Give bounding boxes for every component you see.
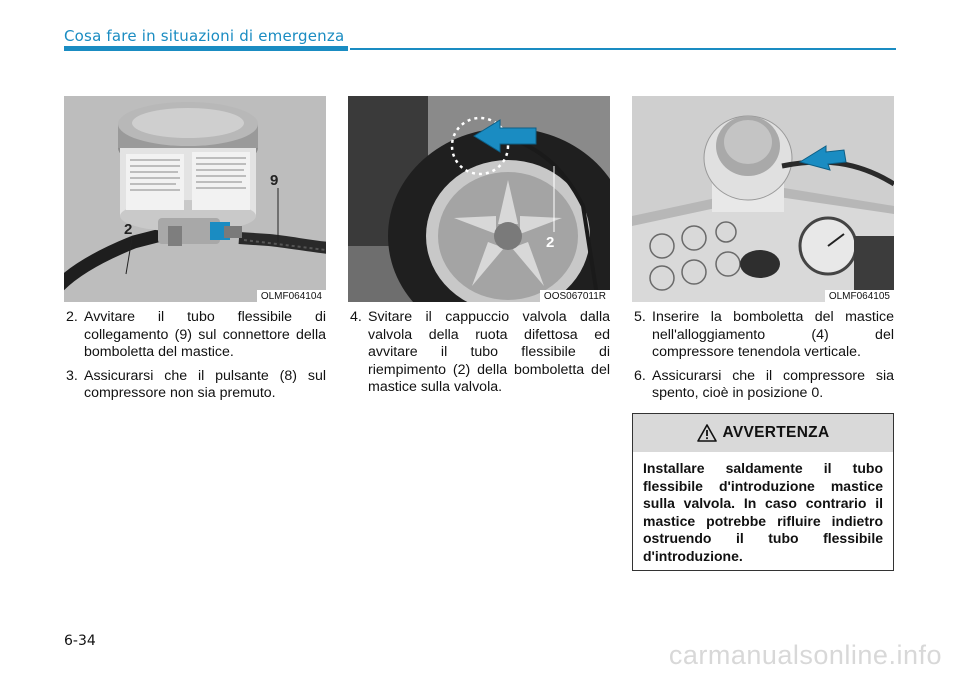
section-title: Cosa fare in situazioni di emergenza xyxy=(64,27,345,45)
steps-column-3 xyxy=(632,309,894,409)
figure-sealant-bottle xyxy=(64,96,326,302)
warning-box xyxy=(632,413,894,571)
warning-text: Installare saldamente il tubo flessibile d'introduzione mastice sulla valvola. In caso contrario il mastice potrebbe rifluire indietro ostruendo il tubo flessibile d'introduzione. xyxy=(643,460,883,564)
step-text: Svitare il cappuccio valvola dalla valvola della ruota difettosa ed avvitare il tubo flessibile di riempimento (2) della bomboletta del mastice sulla valvola. xyxy=(368,309,610,395)
callout-2: 2 xyxy=(124,221,133,238)
step-text: Inserire la bomboletta del mastice nell'alloggiamento (4) del compressore tenendola verticale. xyxy=(652,309,894,360)
step-number: 2. xyxy=(66,309,78,325)
step-number: 3. xyxy=(66,367,78,384)
step-number: 5. xyxy=(634,309,646,325)
sealant-bottle-illustration xyxy=(64,96,326,302)
compressor-illustration xyxy=(632,96,894,302)
figure-code: OLMF064104 xyxy=(257,290,326,302)
figure-code: OOS067011R xyxy=(540,290,610,302)
step-6 xyxy=(632,368,894,403)
page-number: 6-34 xyxy=(64,633,96,649)
warning-title: AVVERTENZA xyxy=(722,424,830,441)
header-accent-bar xyxy=(64,46,348,51)
step-text: Assicurarsi che il pulsante (8) sul compressore non sia premuto. xyxy=(84,367,326,401)
step-number: 6. xyxy=(634,367,646,384)
step-4 xyxy=(348,309,610,397)
steps-column-1 xyxy=(64,309,326,409)
steps-column-2 xyxy=(348,309,610,403)
wheel-valve-illustration xyxy=(348,96,610,302)
step-5 xyxy=(632,309,894,362)
warning-header xyxy=(633,414,893,452)
step-number: 4. xyxy=(350,309,362,325)
callout-2: 2 xyxy=(546,234,555,251)
header-rule xyxy=(350,48,896,50)
step-text: Assicurarsi che il compressore sia spento, cioè in posizione 0. xyxy=(652,367,894,401)
step-2 xyxy=(64,309,326,362)
watermark: carmanualsonline.info xyxy=(668,640,942,670)
warning-triangle-icon xyxy=(697,424,717,442)
figure-wheel-valve xyxy=(348,96,610,302)
callout-9: 9 xyxy=(270,172,279,189)
figure-code: OLMF064105 xyxy=(825,290,894,302)
figure-compressor xyxy=(632,96,894,302)
step-3 xyxy=(64,368,326,403)
step-text: Avvitare il tubo flessibile di collegamento (9) sul connettore della bomboletta del mastice. xyxy=(84,309,326,360)
